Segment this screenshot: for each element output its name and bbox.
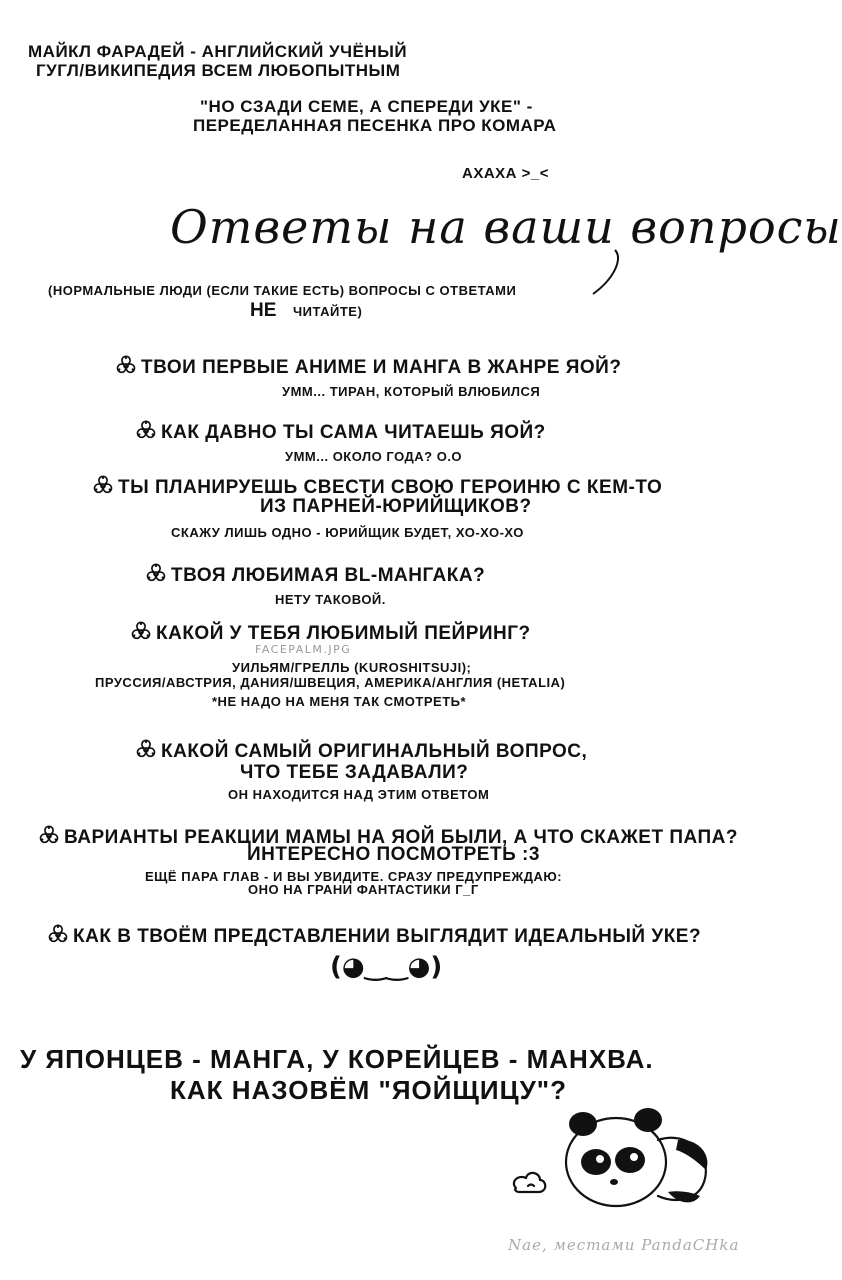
answer-8-kaomoji: (◕‿‿◕) xyxy=(330,952,443,982)
question-7-text-line1: ВАРИАНТЫ РЕАКЦИИ МАМЫ НА ЯОЙ БЫЛИ, А ЧТО СКАЖЕТ ПАПА? xyxy=(64,827,738,848)
biohazard-icon xyxy=(92,474,114,496)
note-laugh: АХАХА >_< xyxy=(462,165,550,182)
note-song-line1: "НО СЗАДИ СЕМЕ, А СПЕРЕДИ УКЕ" - xyxy=(200,97,533,116)
answer-5-line2: ПРУССИЯ/АВСТРИЯ, ДАНИЯ/ШВЕЦИЯ, АМЕРИКА/АНГЛИЯ (HETALIA) xyxy=(95,675,566,690)
biohazard-icon xyxy=(135,419,157,441)
heading-swash-decoration xyxy=(585,248,625,298)
credit-text: Nae, местами PandaCHka xyxy=(508,1236,740,1254)
subtitle-end: ЧИТАЙТЕ) xyxy=(293,304,363,319)
note-song-line2: ПЕРЕДЕЛАННАЯ ПЕСЕНКА ПРО КОМАРА xyxy=(193,116,557,135)
note-faraday-line1: МАЙКЛ ФАРАДЕЙ - АНГЛИЙСКИЙ УЧЁНЫЙ xyxy=(28,42,408,61)
answer-2: УММ... ОКОЛО ГОДА? O.O xyxy=(285,449,463,464)
question-3-line1 xyxy=(92,474,662,498)
panda-doodle-icon xyxy=(508,1100,728,1215)
question-5 xyxy=(130,620,531,644)
question-8-text: КАК В ТВОЁМ ПРЕДСТАВЛЕНИИ ВЫГЛЯДИТ ИДЕАЛЬНЫЙ УКЕ? xyxy=(73,926,702,947)
question-4-text: ТВОЯ ЛЮБИМАЯ BL-МАНГАКА? xyxy=(171,565,486,586)
answer-5-line3: *НЕ НАДО НА МЕНЯ ТАК СМОТРЕТЬ* xyxy=(212,694,467,709)
answer-7-line1: ЕЩЁ ПАРА ГЛАВ - И ВЫ УВИДИТЕ. СРАЗУ ПРЕДУПРЕЖДАЮ: xyxy=(145,869,563,884)
page-title: Ответы на ваши вопросы xyxy=(170,200,842,254)
question-7-line2: ИНТЕРЕСНО ПОСМОТРЕТЬ :3 xyxy=(247,844,540,865)
biohazard-icon xyxy=(145,562,167,584)
answer-5-line1: УИЛЬЯМ/ГРЕЛЛЬ (KUROSHITSUJI); xyxy=(232,660,472,675)
biohazard-icon xyxy=(130,620,152,642)
facepalm-label: FACEPALM.JPG xyxy=(255,643,352,656)
note-faraday-line2: ГУГЛ/ВИКИПЕДИЯ ВСЕМ ЛЮБОПЫТНЫМ xyxy=(36,61,401,80)
answer-6: ОН НАХОДИТСЯ НАД ЭТИМ ОТВЕТОМ xyxy=(228,787,490,802)
question-6-text-line1: КАКОЙ САМЫЙ ОРИГИНАЛЬНЫЙ ВОПРОС, xyxy=(161,741,588,762)
question-8 xyxy=(47,923,701,947)
answer-1: УММ... ТИРАН, КОТОРЫЙ ВЛЮБИЛСЯ xyxy=(282,384,541,399)
question-3-line2: ИЗ ПАРНЕЙ-ЮРИЙЩИКОВ? xyxy=(260,496,532,517)
question-1 xyxy=(115,354,621,378)
subtitle-ne: НЕ xyxy=(250,300,277,321)
question-6-line2: ЧТО ТЕБЕ ЗАДАВАЛИ? xyxy=(240,762,469,783)
subtitle-text: (НОРМАЛЬНЫЕ ЛЮДИ (ЕСЛИ ТАКИЕ ЕСТЬ) ВОПРОСЫ С ОТВЕТАМИ xyxy=(48,283,517,298)
answer-3: СКАЖУ ЛИШЬ ОДНО - ЮРИЙЩИК БУДЕТ, ХО-ХО-ХО xyxy=(171,525,524,540)
closing-line2: КАК НАЗОВЁМ "ЯОЙЩИЦУ"? xyxy=(170,1075,567,1105)
question-5-text: КАКОЙ У ТЕБЯ ЛЮБИМЫЙ ПЕЙРИНГ? xyxy=(156,623,531,644)
answer-7-line2: ОНО НА ГРАНИ ФАНТАСТИКИ Г_Г xyxy=(248,882,479,897)
closing-line1: У ЯПОНЦЕВ - МАНГА, У КОРЕЙЦЕВ - МАНХВА. xyxy=(20,1044,654,1074)
question-4 xyxy=(145,562,485,586)
biohazard-icon xyxy=(38,824,60,846)
biohazard-icon xyxy=(135,738,157,760)
question-1-text: ТВОИ ПЕРВЫЕ АНИМЕ И МАНГА В ЖАНРЕ ЯОЙ? xyxy=(141,357,622,378)
biohazard-icon xyxy=(47,923,69,945)
question-2-text: КАК ДАВНО ТЫ САМА ЧИТАЕШЬ ЯОЙ? xyxy=(161,422,546,443)
question-6-line1 xyxy=(135,738,587,762)
answer-4: НЕТУ ТАКОВОЙ. xyxy=(275,592,386,607)
question-3-text-line1: ТЫ ПЛАНИРУЕШЬ СВЕСТИ СВОЮ ГЕРОИНЮ С КЕМ-ТО xyxy=(118,477,663,498)
question-2 xyxy=(135,419,546,443)
biohazard-icon xyxy=(115,354,137,376)
